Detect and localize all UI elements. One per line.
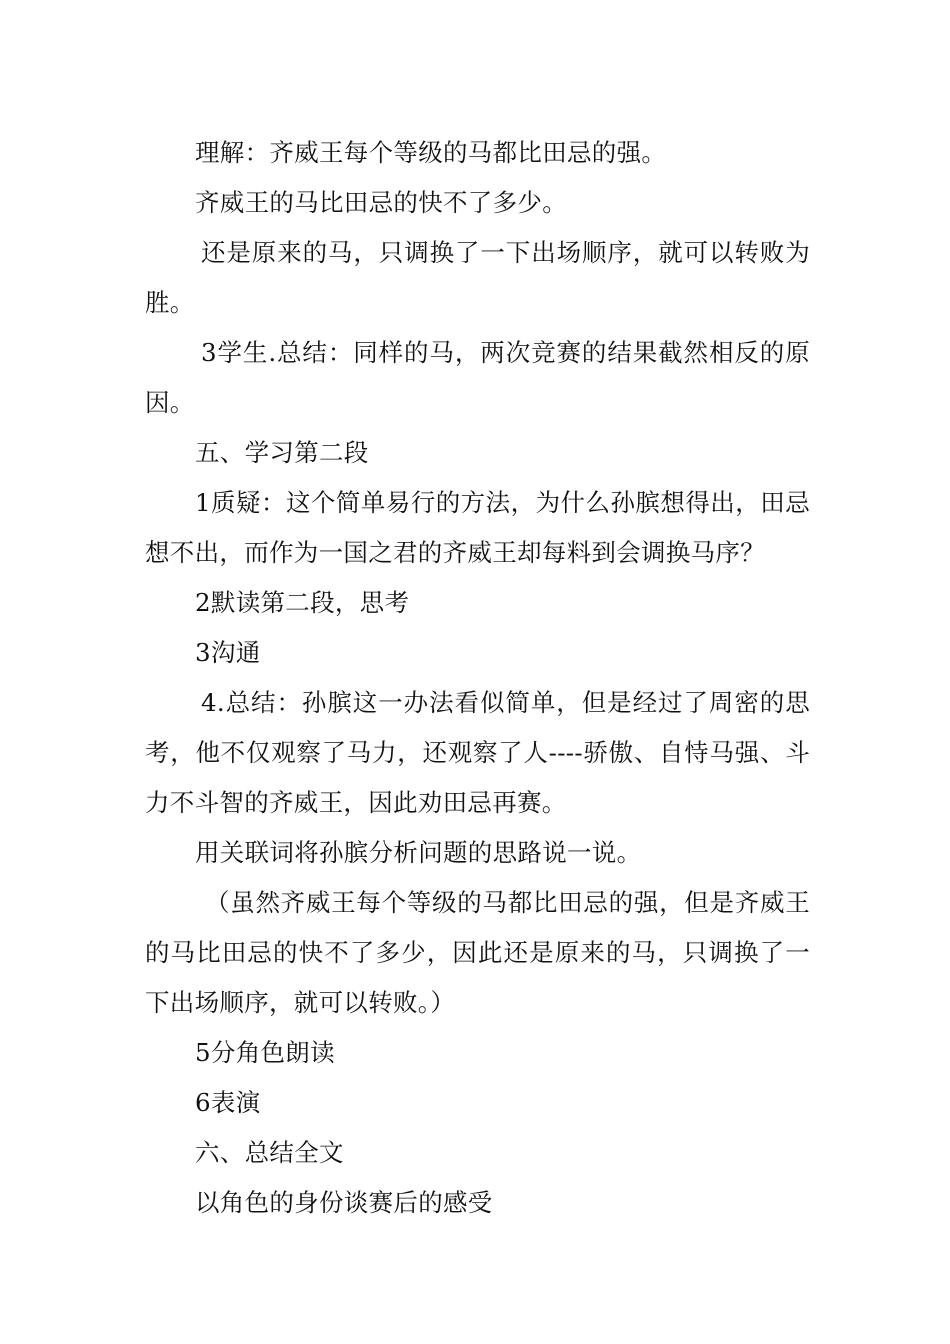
section-heading-five: 五、学习第二段 bbox=[195, 438, 369, 467]
paragraph-role-reading: 5分角色朗读 bbox=[195, 1038, 335, 1067]
paragraph-understanding: 理解：齐威王每个等级的马都比田忌的强。 bbox=[195, 138, 667, 167]
paragraph-communicate: 3沟通 bbox=[195, 638, 261, 667]
paragraph-conjunctions: 用关联词将孙膑分析问题的思路说一说。 bbox=[195, 838, 642, 867]
paragraph-performance: 6表演 bbox=[195, 1088, 261, 1117]
paragraph-silent-reading: 2默读第二段，思考 bbox=[195, 588, 410, 617]
paragraph-summary: 4.总结：孙膑这一办法看似简单，但是经过了周密的思考，他不仅观察了马力，还观察了人----骄傲、自恃马强、斗力不斗智的齐威王，因此劝田忌再赛。 bbox=[145, 688, 810, 817]
section-heading-six: 六、总结全文 bbox=[195, 1138, 344, 1167]
paragraph-speed: 齐威王的马比田忌的快不了多少。 bbox=[195, 188, 567, 217]
paragraph-parenthetical: （虽然齐威王每个等级的马都比田忌的强，但是齐威王的马比田忌的快不了多少，因此还是原来的马，只调换了一下出场顺序，就可以转败。） bbox=[145, 888, 810, 1017]
paragraph-student-summary: 3学生.总结：同样的马，两次竞赛的结果截然相反的原因。 bbox=[145, 338, 810, 417]
paragraph-reflection: 以角色的身份谈赛后的感受 bbox=[195, 1188, 493, 1217]
document-body bbox=[145, 128, 810, 1228]
paragraph-same-horses: 还是原来的马，只调换了一下出场顺序，就可以转败为胜。 bbox=[145, 238, 810, 317]
paragraph-question: 1质疑：这个简单易行的方法，为什么孙膑想得出，田忌想不出，而作为一国之君的齐威王却每料到会调换马序？ bbox=[145, 488, 810, 567]
